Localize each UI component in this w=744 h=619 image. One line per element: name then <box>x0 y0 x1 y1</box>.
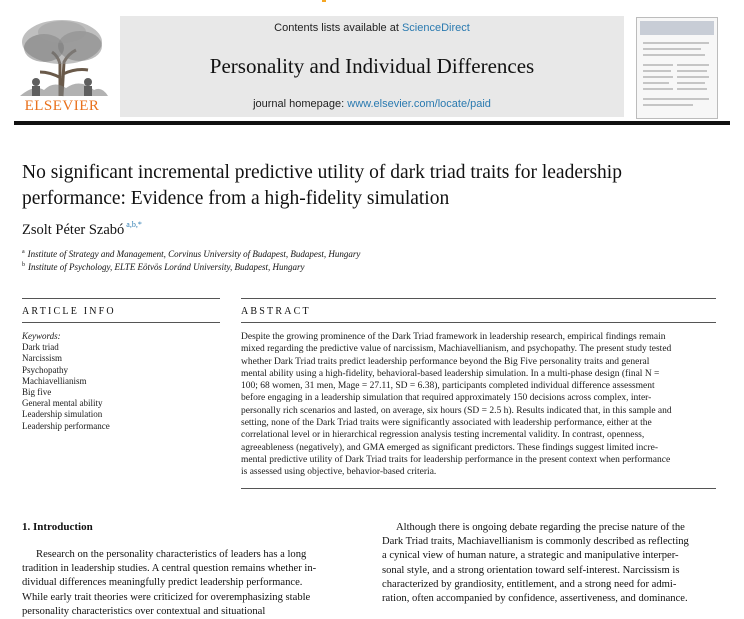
abstract-line: agreeableness (negatively), and GMA emerged as significant predictors. These findings suggest limited incre- <box>241 442 658 453</box>
affiliation-mark: b <box>22 262 25 268</box>
contents-available-line <box>120 22 624 34</box>
abstract-line: Despite the growing prominence of the Dark Triad framework in leadership research, empirical findings remain <box>241 332 666 342</box>
body-left-column <box>22 548 356 619</box>
body-line: While early trait theories were criticized for overemphasizing stable <box>22 591 311 603</box>
body-line: characterized by grandiosity, entitlement, and a strong need for admi- <box>382 578 677 590</box>
affiliation-text: Institute of Psychology, ELTE Eötvös Loránd University, Budapest, Hungary <box>28 262 305 272</box>
body-line: tradition in leadership studies. A central question remains whether in- <box>22 563 317 575</box>
cover-line <box>643 76 673 78</box>
abstract-line: is assessed using objective, behavior-based criteria. <box>241 467 437 478</box>
affiliation-b <box>22 262 305 272</box>
keywords-label: Keywords: <box>22 331 61 341</box>
cover-title-band <box>640 21 714 35</box>
cover-line <box>643 98 709 100</box>
affiliation-text: Institute of Strategy and Management, Corvinus University of Budapest, Budapest, Hungary <box>27 249 361 259</box>
article-info-top-rule <box>22 298 220 299</box>
abstract-line: before engaging in a leadership simulation that required approximately 150 decisions across complex, inter- <box>241 393 652 404</box>
article-info-rule <box>22 322 220 323</box>
author-affiliation-marks[interactable]: a,b,* <box>126 220 142 229</box>
top-crop-mark <box>322 0 326 2</box>
cover-line <box>643 42 709 44</box>
cover-line <box>677 88 707 90</box>
affiliation-a <box>22 249 360 259</box>
header-rule <box>14 121 730 125</box>
journal-cover-thumbnail <box>636 17 718 119</box>
keyword-item: Dark triad <box>22 342 59 353</box>
cover-line <box>643 54 705 56</box>
keyword-item: Machiavellianism <box>22 375 87 386</box>
body-line: personality characteristics over contextual and situational <box>22 605 266 617</box>
affiliation-mark: a <box>22 249 25 255</box>
keyword-item: Narcissism <box>22 353 62 364</box>
author-line <box>22 220 142 239</box>
abstract-line: mental ability using a high-fidelity, behavioral-based leadership simulation. In a multi-phase design (final N = <box>241 368 660 379</box>
cover-line <box>643 48 701 50</box>
cover-line <box>643 88 673 90</box>
section-heading-introduction: 1. Introduction <box>22 521 93 533</box>
top-crop-strip <box>0 0 744 8</box>
abstract-line: whether Dark Triad traits predict leadership performance beyond the Big Five personality traits and general <box>241 356 650 367</box>
article-title: No significant incremental predictive utility of dark triad traits for leadership performance: Evidence from a high-fidelity simulation <box>22 162 622 209</box>
body-line: Research on the personality characteristics of leaders has a long <box>36 549 307 560</box>
journal-homepage-link[interactable]: www.elsevier.com/locate/paid <box>347 98 491 110</box>
cover-line <box>677 64 709 66</box>
abstract-line: mixed regarding the predictive value of narcissism, Machiavellianism, and psychopathy. The present study tested <box>241 344 672 355</box>
journal-homepage-line <box>120 98 624 110</box>
cover-line <box>677 70 707 72</box>
article-info-heading: ARTICLE INFO <box>22 306 116 317</box>
body-line: Dark Triad traits, Machiavellianism is commonly described as reflecting <box>382 536 689 548</box>
cover-line <box>643 104 693 106</box>
body-line: ration, often accompanied by confidence, assertiveness, and dominance. <box>382 593 688 605</box>
cover-line <box>677 76 709 78</box>
abstract-line: mental predictive utility of Dark Triad traits for leadership performance in the present context when performance <box>241 454 671 465</box>
abstract-text <box>241 331 716 479</box>
contents-prefix: Contents lists available at <box>274 22 402 34</box>
keyword-item: General mental ability <box>22 398 103 409</box>
abstract-bottom-rule <box>241 488 716 489</box>
homepage-prefix: journal homepage: <box>253 98 348 110</box>
cover-line <box>643 82 669 84</box>
body-line: a cynical view of human nature, a strategic and manipulative interper- <box>382 550 679 562</box>
keyword-item: Psychopathy <box>22 364 68 375</box>
abstract-heading: ABSTRACT <box>241 306 311 317</box>
keywords-block <box>22 331 222 432</box>
journal-title: Personality and Individual Differences <box>209 54 535 78</box>
journal-header-band <box>120 16 624 117</box>
abstract-line: correlational level or in hierarchical regression analysis testing incremental validity. In contrast, openness, <box>241 430 645 441</box>
cover-line <box>643 70 671 72</box>
abstract-top-rule <box>241 298 716 299</box>
keyword-item: Leadership simulation <box>22 409 103 420</box>
publisher-wordmark: ELSEVIER <box>24 98 100 114</box>
abstract-line: personally rich scenarios and lasted, on average, six hours (SD = 2.5 h). Results indicated that, in this sample and <box>241 405 672 416</box>
cover-line <box>643 64 673 66</box>
abstract-line: 100; 68 women, 31 men, Mage = 27.11, SD = 6.38), participants completed individual difference assessment <box>241 381 655 392</box>
body-right-column <box>382 521 716 606</box>
keyword-item: Big five <box>22 387 52 398</box>
keyword-item: Leadership performance <box>22 420 110 431</box>
author-name: Zsolt Péter Szabó <box>22 222 125 238</box>
body-line: sonal style, and a strong orientation toward self-interest. Narcissism is <box>382 564 680 576</box>
abstract-rule <box>241 322 716 323</box>
body-line: Although there is ongoing debate regarding the precise nature of the <box>396 522 685 533</box>
sciencedirect-link[interactable]: ScienceDirect <box>401 22 470 34</box>
abstract-line: setting, none of the Dark Triad traits were significantly associated with leadership performance, either at the <box>241 418 652 429</box>
cover-line <box>677 82 705 84</box>
body-line: dividual differences meaningfully predict leadership performance. <box>22 577 303 589</box>
